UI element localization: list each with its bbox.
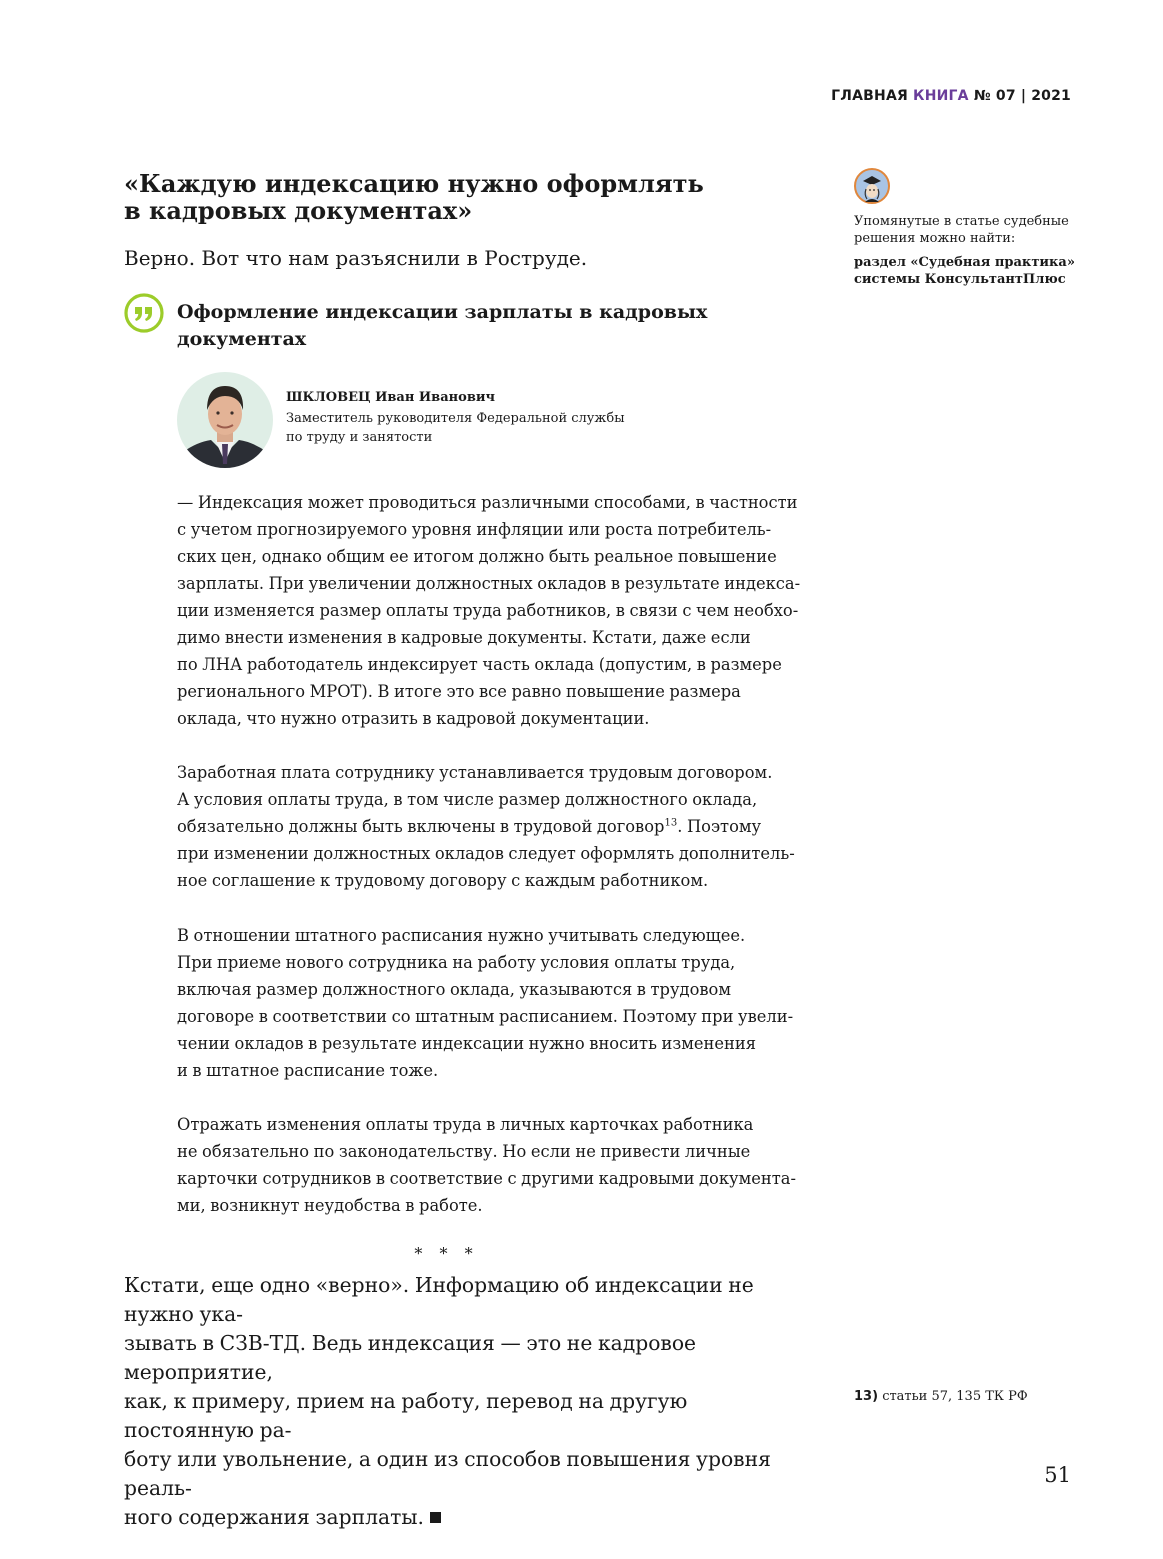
paragraph-line: — Индексация может проводиться различными способами, в частности: [177, 493, 798, 512]
paragraph-line: при изменении должностных окладов следует оформлять дополнитель-: [177, 844, 795, 863]
page-number: 51: [1044, 1463, 1071, 1487]
paragraph-line: ских цен, однако общим ее итогом должно быть реальное повышение: [177, 547, 777, 566]
paragraph-line: чении окладов в результате индексации нужно вносить изменения: [177, 1034, 756, 1053]
paragraph-line: Отражать изменения оплаты труда в личных карточках работника: [177, 1115, 754, 1134]
end-of-article-mark: [430, 1512, 441, 1523]
closing-paragraph: [124, 1271, 814, 1532]
brand-name-part2: КНИГА: [913, 88, 969, 104]
footnote-text: статьи 57, 135 ТК РФ: [882, 1389, 1028, 1404]
paragraph-line: оклада, что нужно отразить в кадровой документации.: [177, 709, 650, 728]
paragraph-line: регионального МРОТ). В итоге это все равно повышение размера: [177, 682, 741, 701]
paragraph-line: с учетом прогнозируемого уровня инфляции или роста потребитель-: [177, 520, 772, 539]
issue-number: № 07 | 2021: [973, 88, 1071, 104]
paragraph-line: ного содержания зарплаты.: [124, 1505, 424, 1529]
expert-position: [286, 409, 626, 447]
paragraph-line: ции изменяется размер оплаты труда работников, в связи с чем необхо-: [177, 601, 799, 620]
judge-icon: [854, 168, 890, 204]
paragraph-line: боту или увольнение, а один из способов повышения уровня реаль-: [124, 1447, 771, 1500]
paragraph-line: как, к примеру, прием на работу, перевод на другую постоянную ра-: [124, 1389, 688, 1442]
paragraph-line: включая размер должностного оклада, указываются в трудовом: [177, 980, 732, 999]
quote-heading-line: документах: [177, 328, 307, 350]
sidebar-reference: [854, 254, 1084, 288]
paragraph-line: димо внести изменения в кадровые документы. Кстати, даже если: [177, 628, 751, 647]
paragraph-line: В отношении штатного расписания нужно учитывать следующее.: [177, 926, 746, 945]
brand-name-part1: ГЛАВНАЯ: [831, 88, 908, 104]
sidebar-note-line: Упомянутые в статье судебные: [854, 214, 1069, 229]
paragraph-line: по ЛНА работодатель индексирует часть оклада (допустим, в размере: [177, 655, 782, 674]
sidebar-note-line: решения можно найти:: [854, 231, 1016, 246]
article-title: [124, 170, 764, 224]
paragraph-line: не обязательно по законодательству. Но если не привести личные: [177, 1142, 751, 1161]
paragraph-line: договоре в соответствии со штатным расписанием. Поэтому при увели-: [177, 1007, 794, 1026]
expert-position-line: Заместитель руководителя Федеральной службы: [286, 411, 625, 426]
paragraph-line: зывать в СЗВ-ТД. Ведь индексация — это не кадровое мероприятие,: [124, 1331, 697, 1384]
paragraph-line: А условия оплаты труда, в том числе размер должностного оклада,: [177, 790, 758, 809]
footnote-number: 13): [854, 1389, 879, 1404]
footnote: [854, 1389, 1028, 1404]
magazine-header: [831, 88, 1071, 104]
quote-icon: [124, 293, 164, 333]
article-lead: Верно. Вот что нам разъяснили в Роструде.: [124, 246, 588, 270]
interview-paragraph-3: [177, 922, 807, 1084]
sidebar-reference-line: раздел «Судебная практика»: [854, 255, 1075, 270]
expert-photo: [177, 372, 273, 468]
interview-paragraph-4: [177, 1111, 807, 1219]
expert-position-line: по труду и занятости: [286, 430, 433, 445]
quote-section-heading: [177, 299, 797, 353]
paragraph-line: и в штатное расписание тоже.: [177, 1061, 439, 1080]
paragraph-line: Заработная плата сотруднику устанавливается трудовым договором.: [177, 763, 773, 782]
sidebar-note: [854, 213, 1084, 247]
paragraph-line: ное соглашение к трудовому договору с каждым работником.: [177, 871, 709, 890]
quote-heading-line: Оформление индексации зарплаты в кадровых: [177, 301, 708, 323]
sidebar-reference-line: системы КонсультантПлюс: [854, 272, 1066, 287]
paragraph-line: обязательно должны быть включены в трудовой договор: [177, 817, 665, 836]
section-separator: * * *: [414, 1244, 479, 1263]
paragraph-line: Кстати, еще одно «верно». Информацию об индексации не нужно ука-: [124, 1273, 754, 1326]
article-title-line: «Каждую индексацию нужно оформлять: [124, 169, 704, 198]
article-title-line: в кадровых документах»: [124, 196, 473, 225]
paragraph-line: . Поэтому: [677, 817, 762, 836]
footnote-reference[interactable]: 13: [664, 817, 678, 829]
expert-name: ШКЛОВЕЦ Иван Иванович: [286, 390, 496, 405]
interview-paragraph-2: [177, 759, 807, 894]
paragraph-line: зарплаты. При увеличении должностных окладов в результате индекса-: [177, 574, 801, 593]
paragraph-line: ми, возникнут неудобства в работе.: [177, 1196, 483, 1215]
paragraph-line: При приеме нового сотрудника на работу условия оплаты труда,: [177, 953, 736, 972]
paragraph-line: карточки сотрудников в соответствие с другими кадровыми документа-: [177, 1169, 796, 1188]
interview-paragraph-1: [177, 489, 807, 732]
